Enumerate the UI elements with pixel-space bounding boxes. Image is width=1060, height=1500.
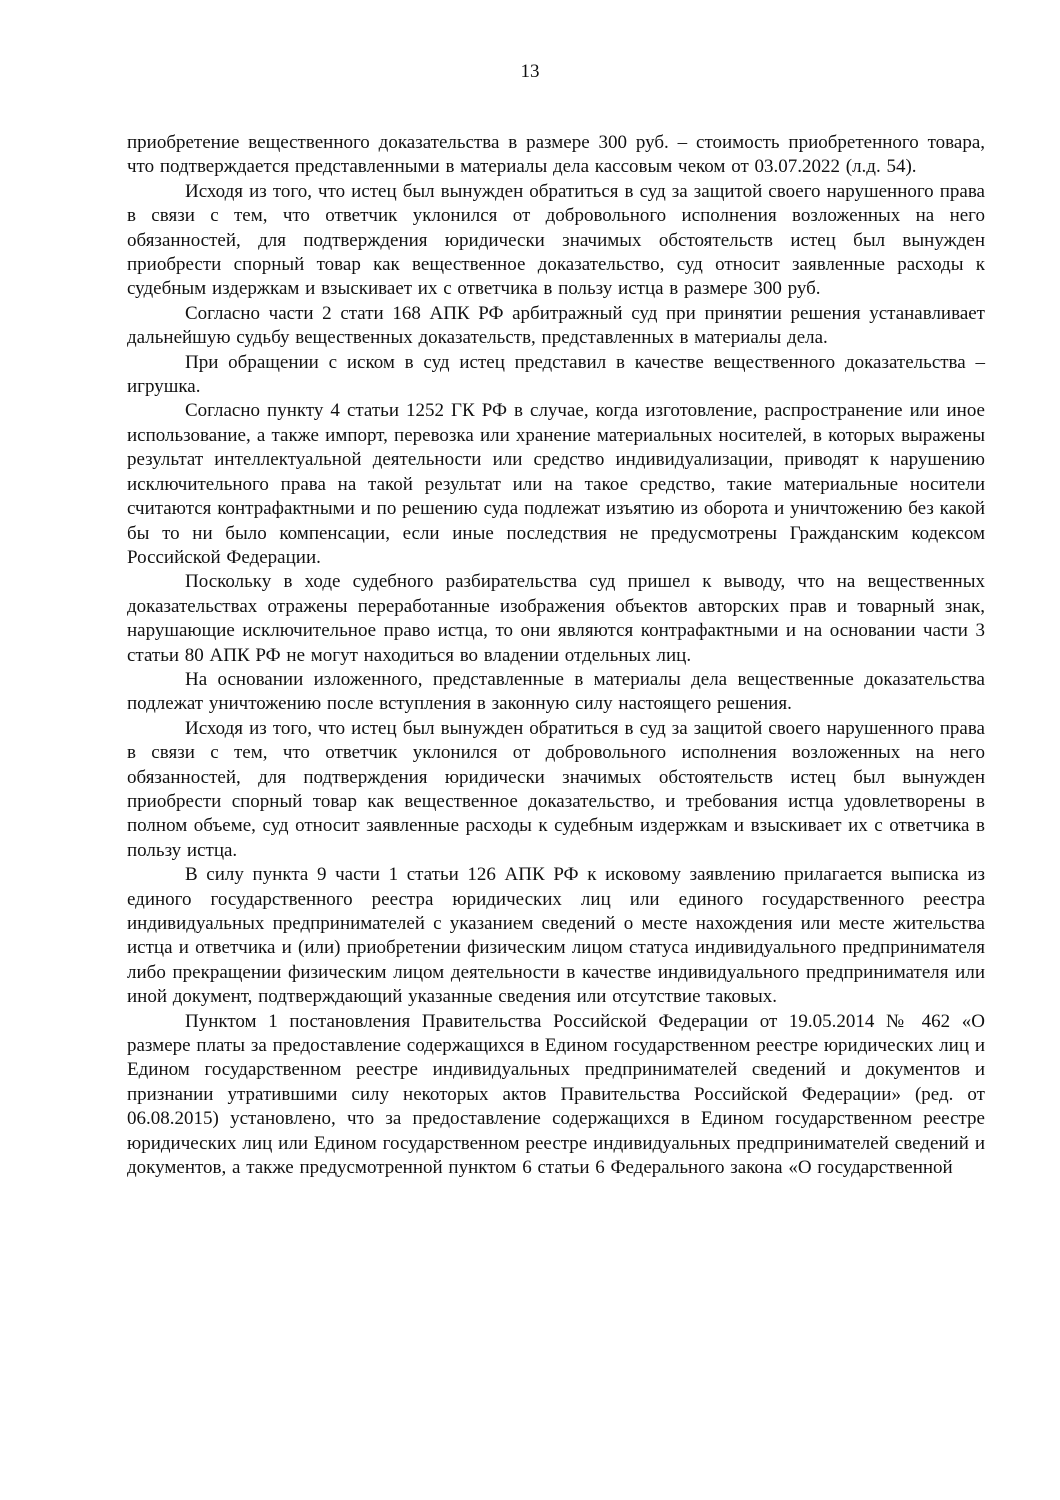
paragraph: Исходя из того, что истец был вынужден обратиться в суд за защитой своего нарушенного права в связи с тем, что ответчик уклонился от добровольного исполнения возложенных на него обязанностей, для подтверждения юридически значимых обстоятельств истец был вынужден приобрести спорный товар как вещественное доказательство, суд относит заявленные расходы к судебным издержкам и взыскивает их с ответчика в пользу истца в размере 300 руб. (127, 180, 985, 300)
paragraph: Пунктом 1 постановления Правительства Российской Федерации от 19.05.2014 № 462 «О размере платы за предоставление содержащихся в Едином государственном реестре юридических лиц и Едином государственном реестре индивидуальных предпринимателей сведений и документов и признании утратившими силу некоторых актов Правительства Российской Федерации» (ред. от 06.08.2015) установлено, что за предоставление содержащихся в Едином государственном реестре юридических лиц или Едином государственном реестре индивидуальных предпринимателей сведений и документов, а также предусмотренной пунктом 6 статьи 6 Федерального закона «О государственной (127, 1010, 985, 1179)
paragraph: приобретение вещественного доказательства в размере 300 руб. – стоимость приобретенного товара, что подтверждается представленными в материалы дела кассовым чеком от 03.07.2022 (л.д. 54). (127, 132, 985, 178)
paragraph: Согласно пункту 4 статьи 1252 ГК РФ в случае, когда изготовление, распространение или иное использование, а также импорт, перевозка или хранение материальных носителей, в которых выражены результат интеллектуальной деятельности или средство индивидуализации, приводят к нарушению исключительного права на такой результат или на такое средство, такие материальные носители считаются контрафактными и по решению суда подлежат изъятию из оборота и уничтожению без какой бы то ни было компенсации, если иные последствия не предусмотрены Гражданским кодексом Российской Федерации. (127, 400, 985, 568)
paragraph: При обращении с иском в суд истец представил в качестве вещественного доказательства – игрушка. (127, 351, 985, 398)
paragraph: В силу пункта 9 части 1 статьи 126 АПК РФ к исковому заявлению прилагается выписка из единого государственного реестра юридических лиц или единого государственного реестра индивидуальных предпринимателей с указанием сведений о месте нахождения или месте жительства истца и ответчика и (или) приобретении физическим лицом статуса индивидуального предпринимателя либо прекращении физическим лицом деятельности в качестве индивидуального предпринимателя или иной документ, подтверждающий указанные сведения или отсутствие таковых. (127, 864, 985, 1008)
document-body (127, 131, 985, 1180)
paragraph: Согласно части 2 стати 168 АПК РФ арбитражный суд при принятии решения устанавливает дальнейшую судьбу вещественных доказательств, представленных в материалы дела. (127, 302, 985, 349)
paragraph: На основании изложенного, представленные в материалы дела вещественные доказательства подлежат уничтожению после вступления в законную силу настоящего решения. (127, 668, 985, 715)
paragraph: Исходя из того, что истец был вынужден обратиться в суд за защитой своего нарушенного права в связи с тем, что ответчик уклонился от добровольного исполнения возложенных на него обязанностей, для подтверждения юридически значимых обстоятельств истец был вынужден приобрести спорный товар как вещественное доказательство, и требования истца удовлетворены в полном объеме, суд относит заявленные расходы к судебным издержкам и взыскивает их с ответчика в пользу истца. (127, 717, 985, 861)
page-number: 13 (520, 61, 540, 82)
paragraph: Поскольку в ходе судебного разбирательства суд пришел к выводу, что на вещественных доказательствах отражены переработанные изображения объектов авторских прав и товарный знак, нарушающие исключительное право истца, то они являются контрафактными и на основании части 3 статьи 80 АПК РФ не могут находиться во владении отдельных лиц. (127, 571, 985, 666)
